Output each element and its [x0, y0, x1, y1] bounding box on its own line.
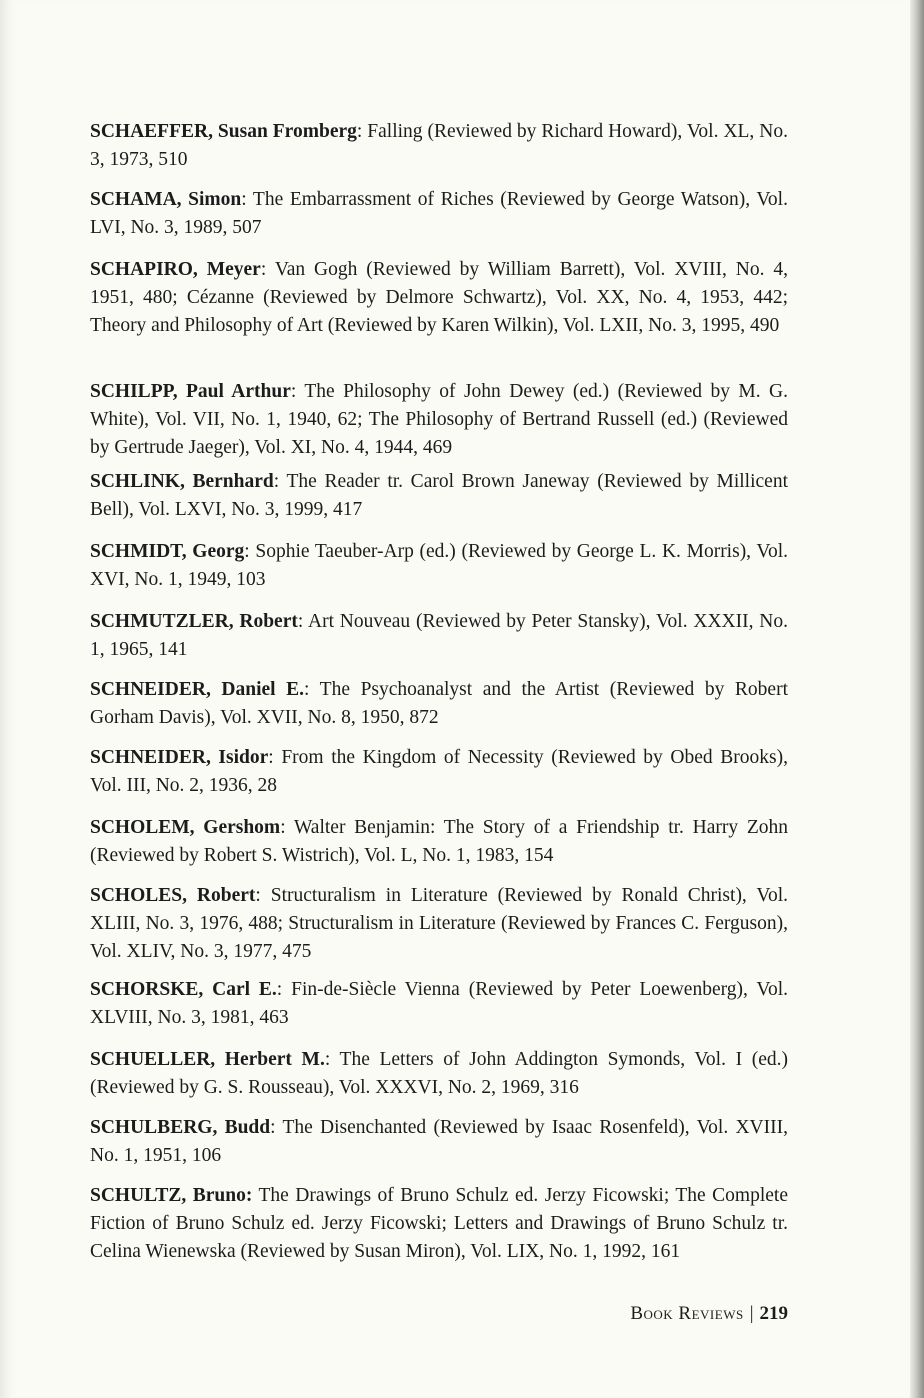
index-entry: [90, 186, 788, 242]
author-name: SCHAMA, Simon: [90, 189, 242, 210]
entry-text: : The Disenchanted (Reviewed by Isaac Rosenfeld), Vol. XVIII, No. 1, 1951, 106: [90, 1117, 788, 1166]
author-name: SCHAEFFER, Susan Fromberg: [90, 121, 357, 142]
entry-text: The Drawings of Bruno Schulz ed. Jerzy Ficowski; The Complete Fiction of Bruno Schulz ed. Jerzy Ficowski; Letters and Drawings of Bruno Schulz tr. Celina Wienewska (Reviewed by Susan Miron), Vol. LIX, No. 1, 1992, 161: [90, 1185, 788, 1262]
author-name: SCHNEIDER, Daniel E.: [90, 679, 305, 700]
entry-text: : From the Kingdom of Necessity (Reviewed by Obed Brooks), Vol. III, No. 2, 1936, 28: [90, 747, 788, 796]
index-entry: [90, 814, 788, 870]
index-entry: [90, 118, 788, 174]
author-name: SCHAPIRO, Meyer: [90, 259, 261, 280]
author-name: SCHMUTZLER, Robert: [90, 611, 298, 632]
entry-text: : The Letters of John Addington Symonds, Vol. I (ed.) (Reviewed by G. S. Rousseau), Vol. XXXVI, No. 2, 1969, 316: [90, 1049, 788, 1098]
index-entry: [90, 468, 788, 524]
entry-text: : The Philosophy of John Dewey (ed.) (Reviewed by M. G. White), Vol. VII, No. 1, 1940, 62; The Philosophy of Bertrand Russell (ed.) (Reviewed by Gertrude Jaeger), Vol. XI, No. 4, 1944, 469: [90, 381, 788, 458]
author-name: SCHOLEM, Gershom: [90, 817, 281, 838]
page-edge: [910, 0, 924, 1398]
entry-text: : Structuralism in Literature (Reviewed by Ronald Christ), Vol. XLIII, No. 3, 1976, 488; Structuralism in Literature (Reviewed by Frances C. Ferguson), Vol. XLIV, No. 3, 1977, 475: [90, 885, 788, 962]
entry-text: : Falling (Reviewed by Richard Howard), Vol. XL, No. 3, 1973, 510: [90, 121, 788, 170]
page-footer: [560, 1300, 788, 1328]
author-name: SCHUELLER, Herbert M.: [90, 1049, 325, 1070]
index-entry: [90, 256, 788, 340]
author-name: SCHULTZ, Bruno:: [90, 1185, 253, 1206]
index-entry: [90, 882, 788, 966]
page-number: 219: [759, 1303, 788, 1324]
index-entry: [90, 538, 788, 594]
index-entry: [90, 1114, 788, 1170]
entry-text: : The Embarrassment of Riches (Reviewed by George Watson), Vol. LVI, No. 3, 1989, 507: [90, 189, 788, 238]
index-entry: [90, 1046, 788, 1102]
author-name: SCHOLES, Robert: [90, 885, 256, 906]
author-name: SCHORSKE, Carl E.: [90, 979, 277, 1000]
entry-text: : The Psychoanalyst and the Artist (Reviewed by Robert Gorham Davis), Vol. XVII, No. 8, 1950, 872: [90, 679, 788, 728]
index-entry: [90, 676, 788, 732]
author-name: SCHNEIDER, Isidor: [90, 747, 269, 768]
index-entry: [90, 976, 788, 1032]
author-name: SCHMIDT, Georg: [90, 541, 245, 562]
author-name: SCHLINK, Bernhard: [90, 471, 274, 492]
index-entry: [90, 1182, 788, 1266]
index-entry: [90, 744, 788, 800]
footer-separator: |: [749, 1303, 754, 1324]
author-name: SCHULBERG, Budd: [90, 1117, 271, 1138]
entry-text: : Sophie Taeuber-Arp (ed.) (Reviewed by George L. K. Morris), Vol. XVI, No. 1, 1949, 103: [90, 541, 789, 590]
entry-text: : Van Gogh (Reviewed by William Barrett), Vol. XVIII, No. 4, 1951, 480; Cézanne (Reviewed by Delmore Schwartz), Vol. XX, No. 4, 1953, 442; Theory and Philosophy of Art (Reviewed by Karen Wilkin), Vol. LXII, No. 3, 1995, 490: [90, 259, 788, 336]
running-footer-section: Book Reviews: [630, 1303, 744, 1324]
index-entry: [90, 378, 788, 462]
entry-text: : The Reader tr. Carol Brown Janeway (Reviewed by Millicent Bell), Vol. LXVI, No. 3, 1999, 417: [90, 471, 788, 520]
entry-text: : Fin-de-Siècle Vienna (Reviewed by Peter Loewenberg), Vol. XLVIII, No. 3, 1981, 463: [90, 979, 788, 1028]
author-name: SCHILPP, Paul Arthur: [90, 381, 291, 402]
entry-text: : Walter Benjamin: The Story of a Friendship tr. Harry Zohn (Reviewed by Robert S. Wistrich), Vol. L, No. 1, 1983, 154: [90, 817, 789, 866]
index-entry: [90, 608, 788, 664]
entry-text: : Art Nouveau (Reviewed by Peter Stansky), Vol. XXXII, No. 1, 1965, 141: [90, 611, 789, 660]
